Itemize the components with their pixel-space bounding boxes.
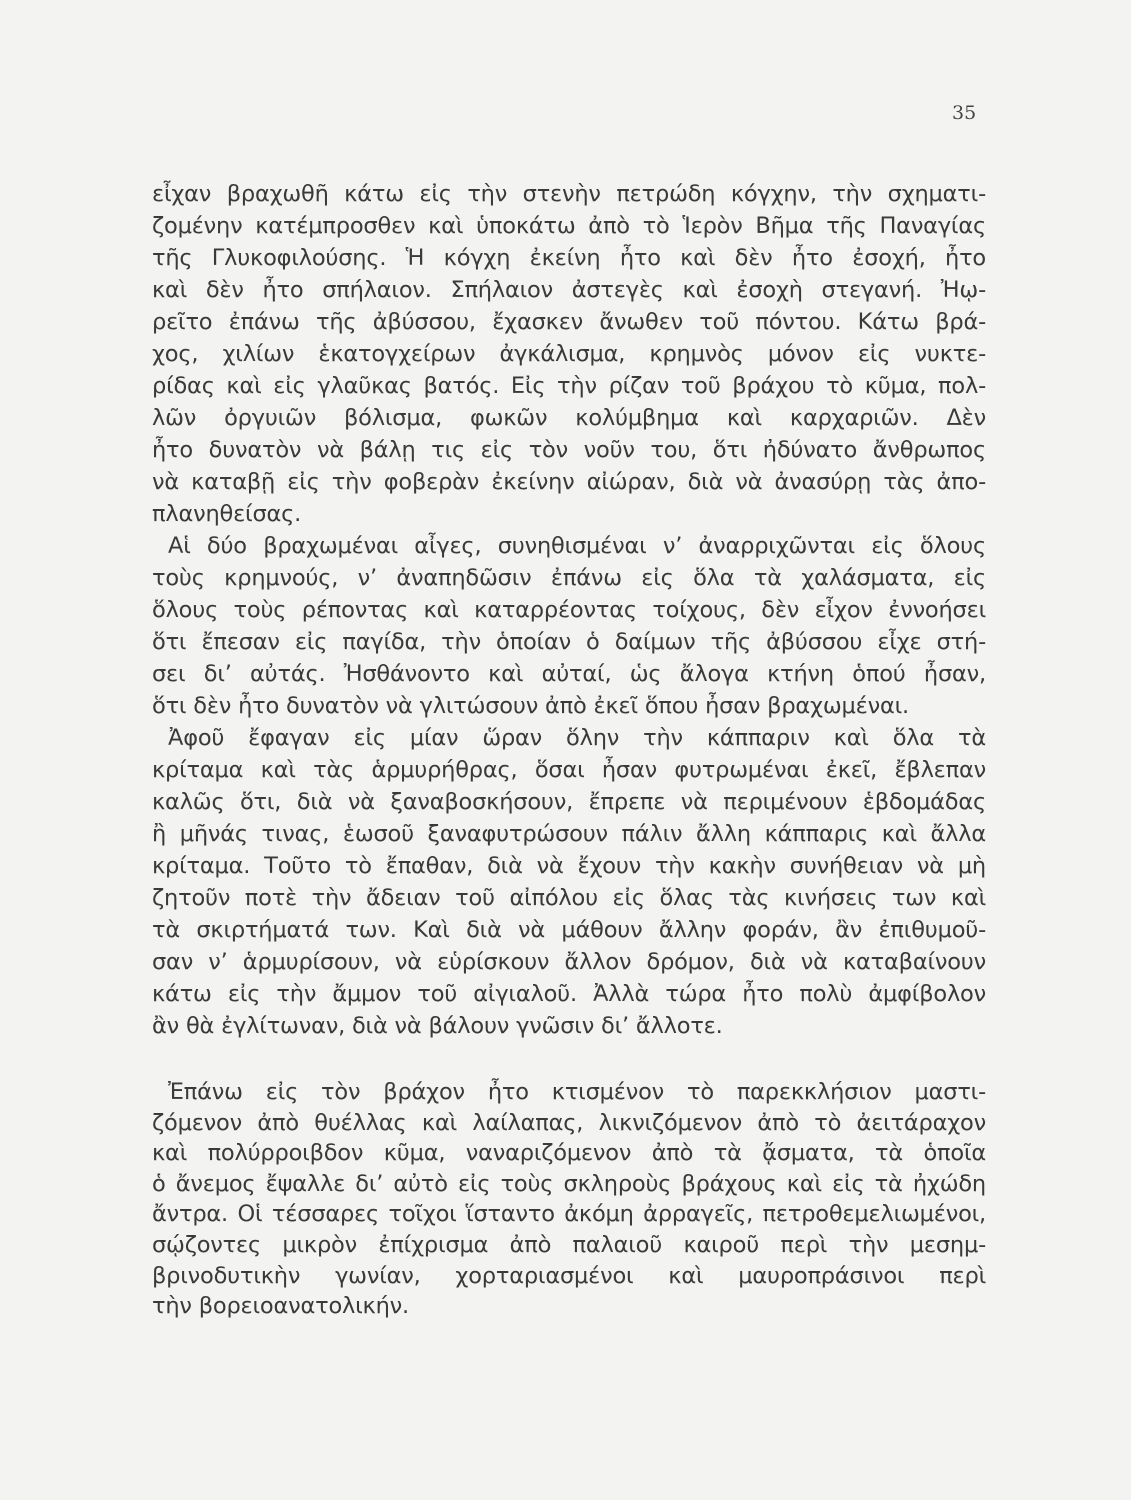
text-line: πλανηθείσας.	[152, 501, 302, 527]
text-line: χος, χιλίων ἑκατογχείρων ἀγκάλισμα, κρημνὸς μόνον εἰς νυκτε-	[152, 341, 986, 367]
text-line: ὅλους τοὺς ρέποντας καὶ καταρρέοντας τοίχους, δὲν εἶχον ἐννοήσει	[152, 597, 986, 623]
text-line: καὶ πολύρροιβδον κῦμα, ναναριζόμενον ἀπὸ τὰ ᾄσματα, τὰ ὁποῖα	[152, 1140, 986, 1167]
text-line: τὴν βορειοανατολικήν.	[152, 1293, 409, 1320]
text-line: ρίδας καὶ εἰς γλαῦκας βατός. Εἰς τὴν ρίζαν τοῦ βράχου τὸ κῦμα, πολ-	[152, 373, 986, 399]
text-line: ἂν θὰ ἐγλίτωναν, διὰ νὰ βάλουν γνῶσιν δι’ ἄλλοτε.	[152, 1013, 723, 1039]
text-line: ὅτι δὲν ἦτο δυνατὸν νὰ γλιτώσουν ἀπὸ ἐκεῖ ὅπου ἦσαν βραχωμέναι.	[152, 693, 909, 719]
text-line: σαν ν’ ἁρμυρίσουν, νὰ εὑρίσκουν ἄλλον δρόμον, διὰ νὰ καταβαίνουν	[152, 949, 986, 975]
text-line: Αἱ δύο βραχωμέναι αἶγες, συνηθισμέναι ν’ ἀναρριχῶνται εἰς ὅλους	[168, 533, 986, 559]
text-line: σῴζοντες μικρὸν ἐπίχρισμα ἀπὸ παλαιοῦ καιροῦ περὶ τὴν μεσημ-	[152, 1231, 986, 1258]
text-line: ἢ μῆνάς τινας, ἑωσοῦ ξαναφυτρώσουν πάλιν ἄλλη κάππαρις καὶ ἄλλα	[152, 821, 986, 847]
text-line: ἄντρα. Οἱ τέσσαρες τοῖχοι ἵσταντο ἀκόμη ἀρραγεῖς, πετροθεμελιωμένοι,	[152, 1201, 986, 1228]
text-line: νὰ καταβῇ εἰς τὴν φοβερὰν ἐκείνην αἰώραν, διὰ νὰ ἀνασύρῃ τὰς ἀπο-	[152, 469, 986, 495]
text-line: ζόμενον ἀπὸ θυέλλας καὶ λαίλαπας, λικνιζόμενον ἀπὸ τὸ ἀειτάραχον	[152, 1109, 986, 1136]
paragraph	[152, 530, 986, 722]
text-line: εἶχαν βραχωθῆ κάτω εἰς τὴν στενὴν πετρώδη κόγχην, τὴν σχηματι-	[152, 181, 986, 207]
text-line: ρεῖτο ἐπάνω τῆς ἀβύσσου, ἔχασκεν ἄνωθεν τοῦ πόντου. Κάτω βρά-	[152, 309, 986, 335]
text-line: ὁ ἄνεμος ἔψαλλε δι’ αὐτὸ εἰς τοὺς σκληροὺς βράχους καὶ εἰς τὰ ἠχώδη	[152, 1170, 986, 1197]
text-line: σει δι’ αὐτάς. Ἠσθάνοντο καὶ αὐταί, ὡς ἄλογα κτήνη ὁπού ἦσαν,	[152, 661, 986, 687]
text-line: Ἀφοῦ ἔφαγαν εἰς μίαν ὥραν ὅλην τὴν κάππαριν καὶ ὅλα τὰ	[168, 725, 986, 751]
paragraph	[152, 178, 986, 530]
text-line: ζομένην κατέμπροσθεν καὶ ὑποκάτω ἀπὸ τὸ Ἱερὸν Βῆμα τῆς Παναγίας	[152, 213, 986, 239]
text-line: καὶ δὲν ἦτο σπήλαιον. Σπήλαιον ἀστεγὲς καὶ ἐσοχὴ στεγανή. Ἠῳ-	[152, 277, 986, 303]
text-line: καλῶς ὅτι, διὰ νὰ ξαναβοσκήσουν, ἔπρεπε νὰ περιμένουν ἑβδομάδας	[152, 789, 986, 815]
text-line: τοὺς κρημνούς, ν’ ἀναπηδῶσιν ἐπάνω εἰς ὅλα τὰ χαλάσματα, εἰς	[152, 565, 986, 591]
text-line: βρινοδυτικὴν γωνίαν, χορταριασμένοι καὶ μαυροπράσινοι περὶ	[152, 1262, 986, 1289]
paragraph	[152, 722, 986, 1042]
text-line: κρίταμα. Τοῦτο τὸ ἔπαθαν, διὰ νὰ ἔχουν τὴν κακὴν συνήθειαν νὰ μὴ	[152, 853, 986, 879]
text-line: λῶν ὀργυιῶν βόλισμα, φωκῶν κολύμβημα καὶ καρχαριῶν. Δὲν	[152, 405, 986, 431]
text-line: ζητοῦν ποτὲ τὴν ἄδειαν τοῦ αἰπόλου εἰς ὅλας τὰς κινήσεις των καὶ	[152, 885, 986, 911]
text-line: ἦτο δυνατὸν νὰ βάλῃ τις εἰς τὸν νοῦν του, ὅτι ἠδύνατο ἄνθρωπος	[152, 437, 986, 463]
text-line: κάτω εἰς τὴν ἄμμον τοῦ αἰγιαλοῦ. Ἀλλὰ τώρα ἦτο πολὺ ἀμφίβολον	[152, 981, 986, 1007]
body-text	[152, 178, 986, 1322]
text-line: κρίταμα καὶ τὰς ἁρμυρήθρας, ὅσαι ἦσαν φυτρωμέναι ἐκεῖ, ἔβλεπαν	[152, 757, 986, 783]
text-line: Ἐπάνω εἰς τὸν βράχον ἦτο κτισμένον τὸ παρεκκλήσιον μαστι-	[168, 1079, 986, 1105]
text-line: ὅτι ἔπεσαν εἰς παγίδα, τὴν ὁποίαν ὁ δαίμων τῆς ἀβύσσου εἶχε στή-	[152, 629, 986, 655]
page-number: 35	[952, 102, 977, 124]
text-line: τὰ σκιρτήματά των. Καὶ διὰ νὰ μάθουν ἄλλην φοράν, ἂν ἐπιθυμοῦ-	[152, 917, 986, 943]
paragraph	[152, 1077, 986, 1322]
text-line: τῆς Γλυκοφιλούσης. Ἡ κόγχη ἐκείνη ἦτο καὶ δὲν ἦτο ἐσοχή, ἦτο	[152, 245, 986, 271]
